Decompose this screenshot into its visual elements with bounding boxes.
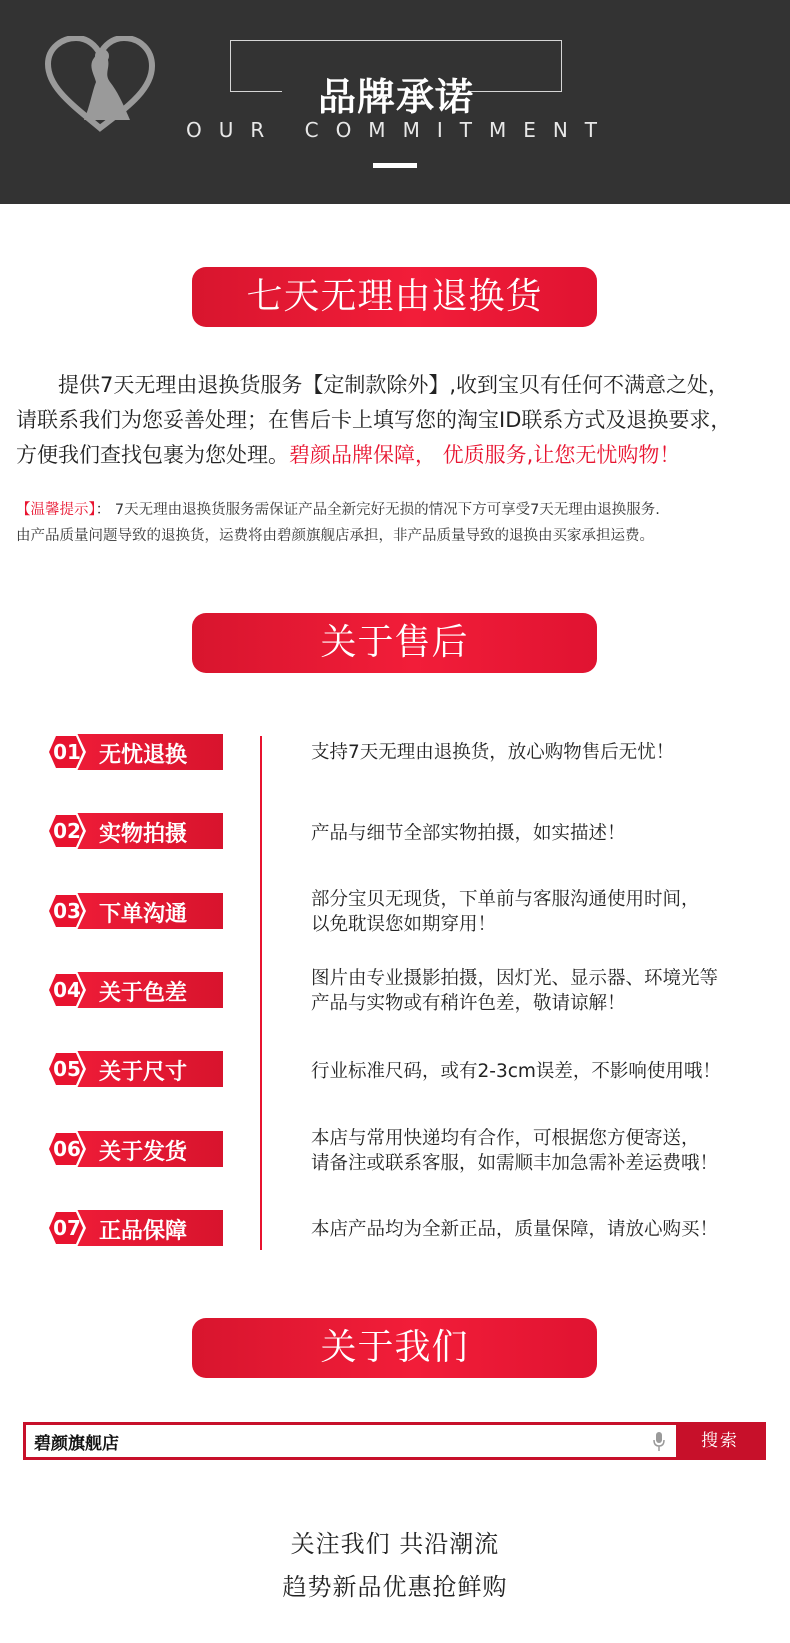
service-description bbox=[311, 1059, 781, 1084]
page-subtitle: OUR COMMITMENT bbox=[185, 118, 615, 142]
returns-text-line: 提供7天无理由退换货服务【定制款除外】,收到宝贝有任何不满意之处， bbox=[58, 373, 730, 397]
returns-text-line: 请联系我们为您妥善处理；在售后卡上填写您的淘宝ID联系方式及退换要求， bbox=[16, 408, 732, 432]
service-description bbox=[311, 740, 781, 765]
returns-text-line bbox=[16, 438, 786, 473]
title-underline bbox=[373, 163, 417, 168]
badge-title: 无忧退换 bbox=[99, 743, 188, 768]
service-description-line: 产品与细节全部实物拍摄，如实描述！ bbox=[311, 823, 626, 844]
service-description-line: 本店与常用快递均有合作，可根据您方便寄送， bbox=[311, 1128, 700, 1149]
page-title: 品牌承诺 bbox=[317, 75, 474, 119]
service-badge-07 bbox=[45, 1208, 223, 1246]
badge-number: 06 bbox=[53, 1137, 81, 1161]
service-badge-04 bbox=[45, 970, 223, 1008]
badge-title: 正品保障 bbox=[99, 1219, 188, 1244]
section-title-about-us: 关于我们 bbox=[192, 1318, 597, 1378]
footer-slogan: 趋势新品优惠抢鲜购 bbox=[282, 1573, 508, 1601]
service-description bbox=[311, 966, 781, 1016]
service-badge-01 bbox=[45, 732, 223, 770]
service-badge-06 bbox=[45, 1129, 223, 1167]
footer-slogan: 关注我们 共沿潮流 bbox=[290, 1530, 500, 1558]
badge-title: 关于发货 bbox=[99, 1140, 188, 1165]
service-badge-05 bbox=[45, 1049, 223, 1087]
service-description bbox=[311, 887, 781, 937]
badge-number: 03 bbox=[53, 899, 81, 923]
tip-line: 由产品质量问题导致的退换货，运费将由碧颜旗舰店承担，非产品质量导致的退换由买家承担运费。 bbox=[16, 528, 654, 544]
service-description bbox=[311, 821, 781, 846]
badge-number: 01 bbox=[53, 740, 81, 764]
badge-number: 04 bbox=[53, 978, 81, 1002]
tip-label: 【温馨提示】 bbox=[16, 502, 96, 518]
service-description-line: 部分宝贝无现货，下单前与客服沟通使用时间， bbox=[311, 889, 700, 910]
service-badge-02 bbox=[45, 811, 223, 849]
badge-title: 关于尺寸 bbox=[99, 1060, 188, 1085]
timeline-divider bbox=[260, 736, 262, 1250]
search-button[interactable]: 搜索 bbox=[676, 1425, 764, 1457]
section-title-after-sales: 关于售后 bbox=[192, 613, 597, 673]
service-description bbox=[311, 1217, 781, 1242]
returns-text-highlight: 碧颜品牌保障， 优质服务,让您无忧购物！ bbox=[289, 443, 681, 467]
microphone-icon[interactable] bbox=[652, 1431, 666, 1453]
badge-number: 02 bbox=[53, 819, 81, 843]
service-description-line: 本店产品均为全新正品，质量保障，请放心购买！ bbox=[311, 1219, 719, 1240]
tip-line bbox=[16, 497, 786, 523]
section-title-returns: 七天无理由退换货 bbox=[192, 267, 597, 327]
service-description-line: 图片由专业摄影拍摄，因灯光、显示器、环境光等 bbox=[311, 968, 719, 989]
service-description-line: 产品与实物或有稍许色差，敬请谅解！ bbox=[311, 993, 626, 1014]
tip-note bbox=[16, 497, 786, 549]
brand-logo-icon bbox=[44, 36, 156, 132]
service-badge-03 bbox=[45, 891, 223, 929]
search-input[interactable] bbox=[26, 1425, 676, 1457]
tip-text: ： 7天无理由退换货服务需保证产品全新完好无损的情况下方可享受7天无理由退换服务. bbox=[95, 502, 660, 518]
service-description-line: 行业标准尺码，或有2-3cm误差，不影响使用哦！ bbox=[311, 1061, 721, 1082]
service-description-line: 支持7天无理由退换货，放心购物售后无忧！ bbox=[311, 742, 675, 763]
service-description bbox=[311, 1126, 781, 1176]
badge-number: 05 bbox=[53, 1057, 81, 1081]
returns-description bbox=[16, 368, 786, 473]
service-description-line: 以免耽误您如期穿用！ bbox=[311, 914, 497, 935]
service-description-line: 请备注或联系客服，如需顺丰加急需补差运费哦！ bbox=[311, 1153, 719, 1174]
badge-title: 关于色差 bbox=[99, 981, 188, 1006]
badge-title: 实物拍摄 bbox=[99, 822, 188, 847]
badge-title: 下单沟通 bbox=[99, 902, 188, 927]
returns-text-plain: 方便我们查找包裹为您处理。 bbox=[16, 443, 289, 467]
badge-number: 07 bbox=[53, 1216, 81, 1240]
